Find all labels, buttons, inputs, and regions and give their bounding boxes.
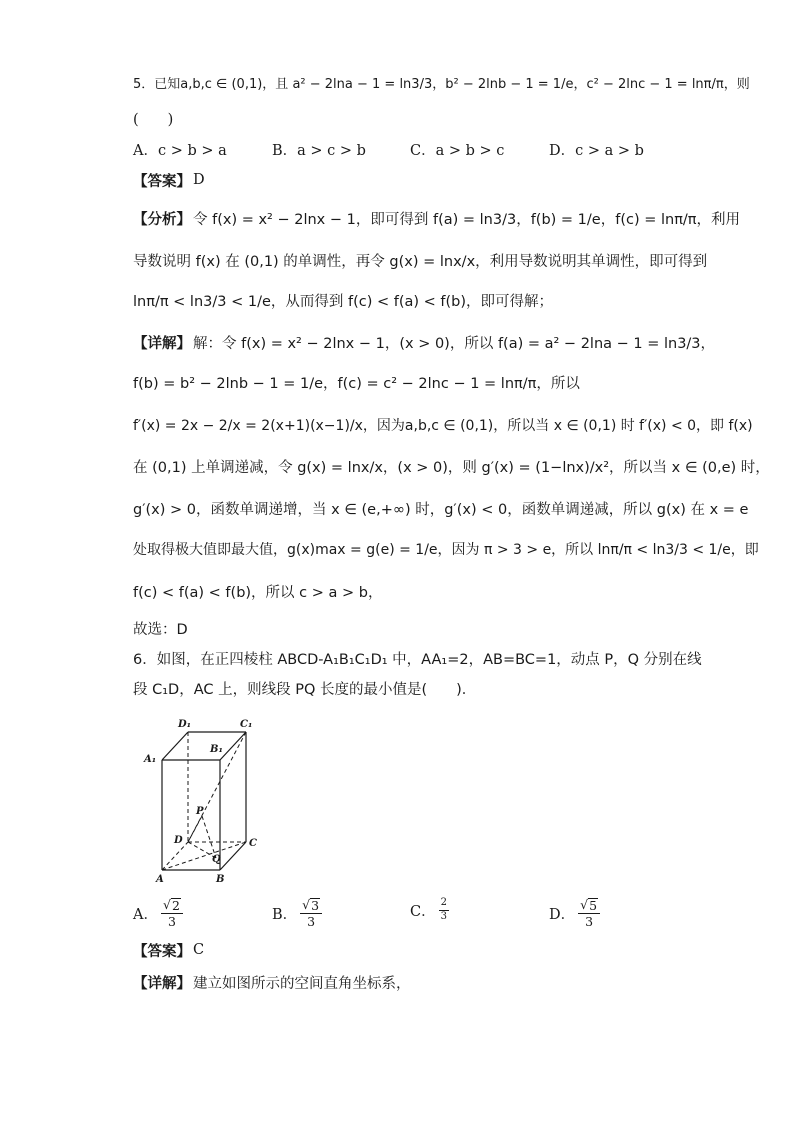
segment-p-q [202, 816, 216, 858]
q5-detail-line2 [133, 360, 770, 404]
q6-option-a-radicand: 2 [171, 898, 180, 913]
q6-option-b-letter: B． [272, 906, 298, 923]
label-d: D [174, 835, 183, 846]
q6-detail-text: 建立如图所示的空间直角坐标系， [193, 975, 411, 992]
label-q: Q [212, 854, 221, 865]
q5-detail-text-2: f(b) = b² − 2lnb − 1 = 1/e，f(c) = c² − 2lnc − 1 = lnπ/π，所以 [133, 375, 580, 392]
q6-option-d [549, 898, 603, 928]
q6-option-a-denominator: 3 [167, 914, 176, 930]
q5-analysis-line1 [133, 196, 770, 240]
q5-analysis-text-3: lnπ/π < ln3/3 < 1/e，从而得到 f(c) < f(a) < f(b)，即可得解； [133, 293, 554, 310]
q6-option-b-radicand: 3 [311, 898, 320, 913]
label-d1: D₁ [178, 719, 192, 730]
label-a1: A₁ [144, 754, 157, 765]
q6-option-a-letter: A． [133, 906, 158, 923]
q5-paren: ( ) [133, 111, 174, 128]
q5-conclusion: 故选：D [133, 621, 188, 638]
q5-detail-line5 [133, 486, 770, 530]
q6-option-b-denominator: 3 [307, 914, 316, 930]
q6-stem-text-2: 段 C₁D，AC 上，则线段 PQ 长度的最小值是( )． [133, 681, 477, 698]
q5-detail-line1 [133, 320, 770, 364]
q5-detail-tag: 【详解】 [133, 335, 191, 352]
q5-option-b: B．a > c > b [272, 143, 366, 159]
q5-detail-text-6: 处取得极大值即最大值，g(x)max = g(e) = 1/e，因为 π > 3 > e，所以 lnπ/π < ln3/3 < 1/e，即 [133, 542, 759, 558]
label-c1: C₁ [240, 719, 253, 730]
q6-option-c [410, 898, 452, 922]
q6-option-d-radicand: 5 [589, 898, 598, 913]
q6-answer-value: C [193, 942, 205, 958]
q5-detail-line3 [133, 403, 770, 447]
q5-stem-line2 [133, 96, 770, 140]
q6-detail-tag: 【详解】 [133, 975, 191, 992]
q6-option-d-letter: D． [549, 906, 576, 923]
q6-stem-line2 [133, 666, 770, 710]
q5-detail-text-7: f(c) < f(a) < f(b)，所以 c > a > b， [133, 584, 383, 601]
q6-detail-line [133, 960, 770, 1004]
q5-detail-text-1: 解：令 f(x) = x² − 2lnx − 1，(x > 0)，所以 f(a) = a² − 2lna − 1 = ln3/3， [193, 335, 716, 352]
q5-analysis-line3 [133, 278, 770, 322]
q5-option-a: A．c > b > a [133, 143, 227, 159]
q6-option-c-numerator: 2 [439, 898, 449, 911]
prism-figure [140, 712, 280, 884]
q6-option-c-letter: C． [410, 903, 436, 920]
edge-a-d [162, 842, 188, 870]
q5-analysis-line2 [133, 238, 770, 282]
q5-analysis-text-2: 导数说明 f(x) 在 (0,1) 的单调性，再令 g(x) = lnx/x，利用导数说明其单调性，即可得到 [133, 253, 708, 270]
q5-detail-text-5: g′(x) > 0，函数单调递增，当 x ∈ (e,+∞) 时，g′(x) < 0，函数单调递减，所以 g(x) 在 x = e [133, 501, 749, 518]
q6-option-c-fraction [439, 898, 449, 922]
q5-detail-text-3: f′(x) = 2x − 2/x = 2(x+1)(x−1)/x，因为a,b,c ∈ (0,1)，所以当 x ∈ (0,1) 时 f′(x) < 0，即 f(x) [133, 418, 753, 434]
q6-option-b [272, 898, 325, 928]
label-b1: B₁ [210, 744, 223, 755]
label-c: C [249, 838, 257, 849]
q5-detail-text-4: 在 (0,1) 上单调递减，令 g(x) = lnx/x，(x > 0)，则 g′(x) = (1−lnx)/x²，所以当 x ∈ (0,e) 时， [133, 459, 770, 476]
edge-b-c [220, 842, 246, 870]
q6-answer-tag: 【答案】 [133, 943, 191, 960]
label-a: A [156, 874, 164, 884]
q6-option-d-fraction: √ 5 3 [578, 898, 600, 928]
q5-stem-text: 5．已知a,b,c ∈ (0,1)，且 a² − 2lna − 1 = ln3/3，b² − 2lnb − 1 = 1/e，c² − 2lnc − 1 = lnπ/π，则 [133, 76, 750, 92]
q5-detail-line4 [133, 444, 770, 488]
q5-analysis-tag: 【分析】 [133, 211, 191, 228]
edge-b1-c1 [220, 732, 246, 760]
q5-option-d: D．c > a > b [549, 143, 644, 159]
label-b: B [216, 874, 225, 884]
label-p: P [196, 806, 204, 817]
q5-analysis-text-1: 令 f(x) = x² − 2lnx − 1，即可得到 f(a) = ln3/3，f(b) = 1/e，f(c) = lnπ/π，利用 [193, 211, 741, 228]
q5-answer-value: D [193, 172, 205, 188]
q5-option-c: C．a > b > c [410, 143, 505, 159]
q6-option-c-denominator: 3 [440, 910, 447, 922]
q6-stem-text-1: 6．如图，在正四棱柱 ABCD-A₁B₁C₁D₁ 中，AA₁=2，AB=BC=1，动点 P，Q 分别在线 [133, 651, 702, 668]
q6-option-a [133, 898, 186, 928]
q6-option-d-denominator: 3 [585, 914, 594, 930]
q6-option-a-fraction: √ 2 3 [161, 898, 183, 928]
q6-option-b-fraction: √ 3 3 [300, 898, 322, 928]
q5-detail-line6 [133, 527, 770, 571]
edge-a1-d1 [162, 732, 188, 760]
q5-answer-tag: 【答案】 [133, 173, 191, 190]
